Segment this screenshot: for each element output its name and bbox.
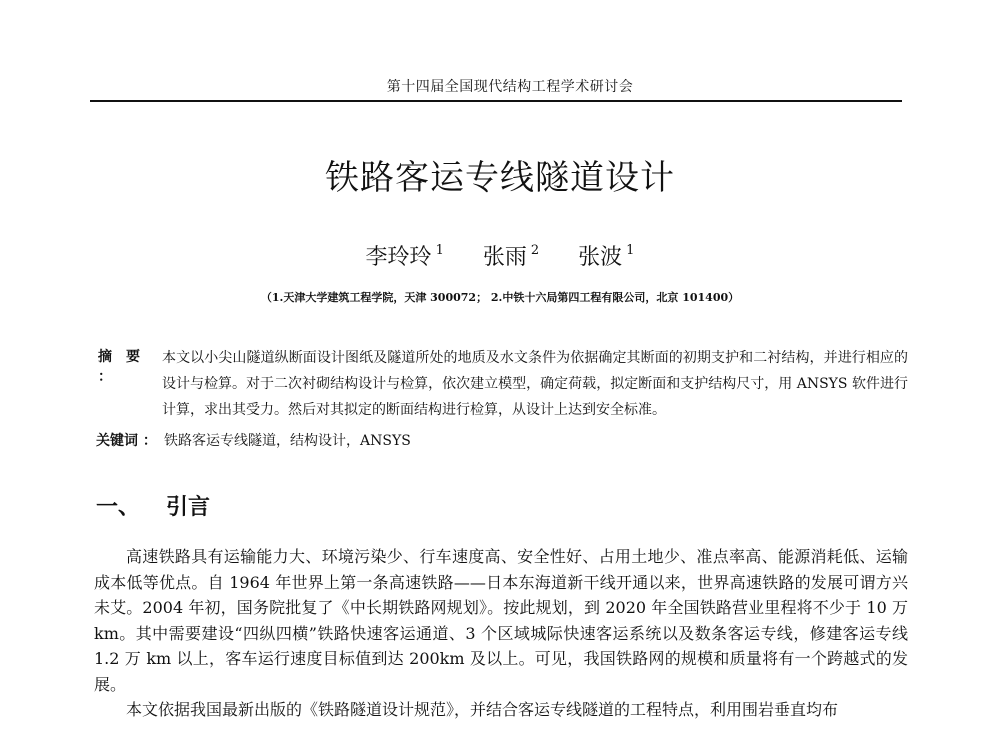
author-name: 李玲玲 [365,245,432,270]
author-list [0,240,1000,271]
keywords-label: 关键词 ： [96,433,157,449]
author [483,245,539,270]
author [366,245,444,270]
affiliations: （1.天津大学建筑工程学院，天津 300072； 2.中铁十六局第四工程有限公司，北京 101400） [260,291,740,304]
author-affiliation-mark: 1 [626,243,635,258]
abstract-label: 摘 要 ： [98,349,140,385]
author-affiliation-mark: 1 [435,243,444,258]
section-title: 引言 [166,495,211,520]
paragraph: 本文依据我国最新出版的《铁路隧道设计规范》，并结合客运专线隧道的工程特点，利用围岩垂直均布 [126,700,839,719]
paragraph: 高速铁路具有运输能力大、环境污染少、行车速度高、安全性好、占用土地少、准点率高、能源消耗低、运输成本低等优点。自 1964 年世界上第一条高速铁路——日本东海道新干线开通以来，世界高速铁路的发展可谓方兴未艾。2004 年初，国务院批复了《中长期铁路网规划》。按此规划，到 2020 年全国铁路营业里程将不少于 10 万 km。其中需要建设“四纵四横”铁路快速客运通道、3 个区域城际快速客运系统以及数条客运专线，修建客运专线 1.2 万 km 以上，客车运行速度目标值到达 200km 及以上。可见，我国铁路网的规模和质量将有一个跨越式的发展。 [94,547,908,694]
abstract-text: 本文以小尖山隧道纵断面设计图纸及隧道所处的地质及水文条件为依据确定其断面的初期支护和二衬结构，并进行相应的设计与检算。对于二次衬砌结构设计与检算，依次建立模型，确定荷载，拟定断面和支护结构尺寸，用 ANSYS 软件进行计算，求出其受力。然后对其拟定的断面结构进行检算，从设计上达到安全标准。 [162,350,908,418]
author-name: 张雨 [482,245,527,270]
header-divider [90,100,902,102]
author [578,245,634,270]
section-number: 一、 [96,495,141,520]
keywords-text: 铁路客运专线隧道，结构设计，ANSYS [164,433,411,449]
paper-title: 铁路客运专线隧道设计 [325,158,675,198]
section-heading [96,490,236,521]
body-text [94,544,908,723]
author-name: 张波 [578,245,623,270]
author-affiliation-mark: 2 [530,243,540,258]
conference-header: 第十四届全国现代结构工程学术研讨会 [386,79,634,95]
